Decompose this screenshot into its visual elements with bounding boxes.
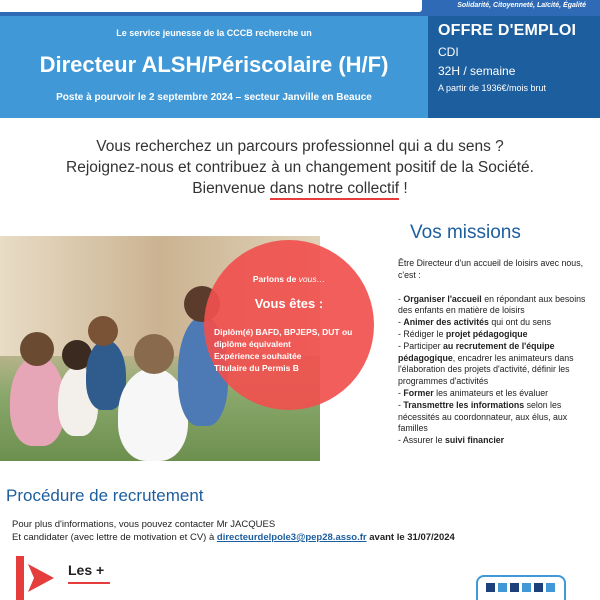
missions-intro: Être Directeur d'un accueil de loisirs avec nous, c'est : [398,258,584,280]
apply-text: Et candidater (avec lettre de motivation et CV) à [12,532,217,543]
mission-item [398,294,590,318]
photo-child [10,356,65,446]
profile-circle [204,240,374,410]
offer-contract: CDI [438,45,459,59]
mission-text: qui ont du sens [488,317,552,328]
slogan-welcome: Bienvenue [192,180,270,197]
mission-prefix: - Participer [398,340,443,351]
contact-line: Pour plus d'informations, vous pouvez contacter Mr JACQUES [12,519,276,530]
mission-bold: Animer des activités [403,317,489,328]
mission-text: selon les nécessités au coordonnateur, aux élus, aux familles [398,399,568,434]
offer-hours: 32H / semaine [438,64,516,78]
top-strip [0,0,600,16]
photo-child-head [88,316,118,346]
photo-child-head [134,334,174,374]
photo-child-head [20,332,54,366]
qr-code-icon [476,575,566,600]
mission-text: les animateurs et les évaluer [433,387,549,398]
offer-salary: A partir de 1936€/mois brut [438,83,547,93]
contact-info [12,518,455,544]
arrow-logo-icon [10,556,60,600]
mission-item [398,400,590,435]
job-title: Directeur ALSH/Périscolaire (H/F) [39,52,389,77]
mission-prefix: - [398,387,404,398]
mission-bold: Organiser l'accueil [403,293,482,304]
slogan-line-3 [0,178,600,199]
header-banner [0,16,428,118]
mission-item [398,329,590,341]
procedure-heading: Procédure de recrutement [6,486,204,505]
missions-list [398,258,590,447]
email-link[interactable]: directeurdelpole3@pep28.asso.fr [216,532,367,543]
top-white-band [0,0,422,12]
mission-text: en répondant aux besoins des enfants en matière de loisirs [398,293,586,316]
mission-item [398,435,590,447]
mission-bold: projet pédagogique [445,328,528,339]
mission-bold: au recrutement de l'équipe pédagogique [398,340,555,363]
mission-bold: suivi financier [444,435,505,446]
mission-bold: Former [403,387,434,398]
qualifications [214,326,364,374]
circle-intro-text: Parlons de [252,274,297,284]
qualification-diploma: Diplôm(é) BAFD, BPJEPS, DUT ou diplôme équivalent [214,327,353,349]
circle-intro [204,274,374,284]
slogan-line-1: Vous recherchez un parcours professionnel qui a du sens ? [96,138,504,155]
offer-title: OFFRE D'EMPLOI [438,22,577,39]
mission-prefix: - Rédiger le [398,328,446,339]
mission-text: , encadrer les animateurs dans l'élaboration des projets d'activité, définir les programmes d'activités [398,352,574,387]
les-plus-underline [68,582,110,584]
slogan-line-2: Rejoignez-nous et contribuez à un changement positif de la Société. [66,159,534,176]
slogan-collective: dans notre collectif [270,180,399,200]
mission-prefix: - [398,399,404,410]
mission-item [398,388,590,400]
qualification-license: Titulaire du Permis B [214,363,299,373]
les-plus-heading: Les + [68,562,105,578]
missions-heading [410,222,521,244]
post-availability: Poste à pourvoir le 2 septembre 2024 – secteur Janville en Beauce [56,92,372,103]
mission-bold: Transmettre les informations [403,399,525,410]
qualification-experience: Expérience souhaitée [214,351,302,361]
circle-heading: Vous êtes : [254,296,324,311]
tagline: Solidarité, Citoyenneté, Laïcité, Égalité [457,2,586,9]
header-intro: Le service jeunesse de la CCCB recherche un [116,28,312,38]
mission-item [398,317,590,329]
apply-line [12,531,455,544]
missions-heading-text: Vos missions [410,222,521,243]
mission-prefix: - [398,293,404,304]
mission-prefix: - Assurer le [398,435,445,446]
deadline: avant le 31/07/2024 [366,532,455,543]
slogan-end: ! [399,180,408,197]
circle-intro-italic: vous… [296,274,326,284]
offer-box [428,16,600,118]
slogan [0,136,600,199]
mission-item [398,341,590,388]
mission-prefix: - [398,317,404,328]
